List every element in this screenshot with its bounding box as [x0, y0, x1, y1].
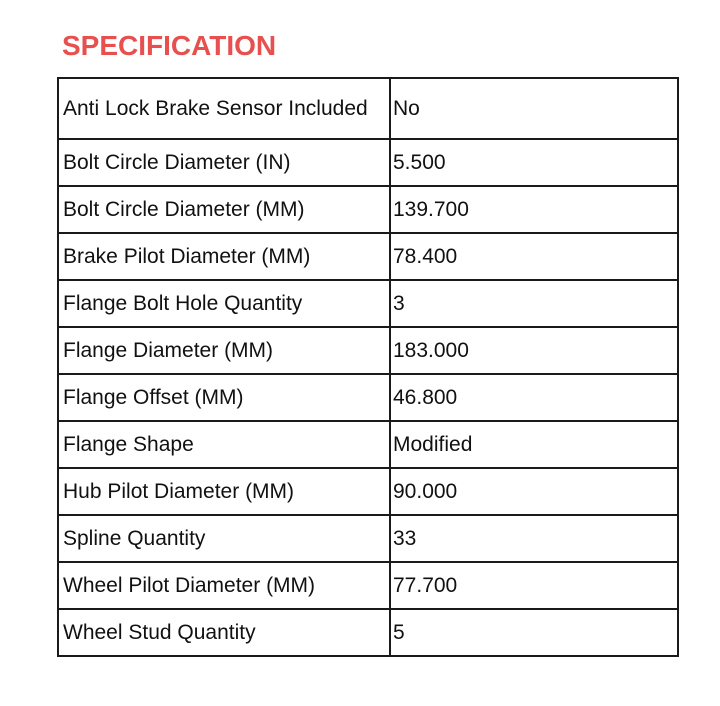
spec-name: Flange Shape [58, 421, 390, 468]
spec-name: Flange Diameter (MM) [58, 327, 390, 374]
spec-name: Wheel Stud Quantity [58, 609, 390, 656]
table-row [58, 421, 678, 468]
table-row [58, 233, 678, 280]
table-row [58, 562, 678, 609]
spec-value: 183.000 [390, 327, 678, 374]
table-row [58, 78, 678, 139]
spec-value: 5 [390, 609, 678, 656]
spec-name: Bolt Circle Diameter (MM) [58, 186, 390, 233]
spec-name: Spline Quantity [58, 515, 390, 562]
spec-value: 90.000 [390, 468, 678, 515]
table-row [58, 280, 678, 327]
spec-value: 5.500 [390, 139, 678, 186]
spec-name: Anti Lock Brake Sensor Included [58, 78, 390, 139]
spec-value: 33 [390, 515, 678, 562]
spec-value: 77.700 [390, 562, 678, 609]
spec-value: 46.800 [390, 374, 678, 421]
spec-name: Wheel Pilot Diameter (MM) [58, 562, 390, 609]
spec-name: Flange Bolt Hole Quantity [58, 280, 390, 327]
spec-value: 139.700 [390, 186, 678, 233]
table-row [58, 515, 678, 562]
table-row [58, 327, 678, 374]
table-row [58, 186, 678, 233]
spec-name: Flange Offset (MM) [58, 374, 390, 421]
spec-value: 78.400 [390, 233, 678, 280]
spec-value: 3 [390, 280, 678, 327]
spec-name: Brake Pilot Diameter (MM) [58, 233, 390, 280]
spec-value: No [390, 78, 678, 139]
page-title: SPECIFICATION [62, 30, 277, 61]
table-row [58, 139, 678, 186]
table-row [58, 609, 678, 656]
table-row [58, 374, 678, 421]
spec-name: Hub Pilot Diameter (MM) [58, 468, 390, 515]
specification-table [57, 77, 679, 657]
spec-name: Bolt Circle Diameter (IN) [58, 139, 390, 186]
table-row [58, 468, 678, 515]
spec-value: Modified [390, 421, 678, 468]
